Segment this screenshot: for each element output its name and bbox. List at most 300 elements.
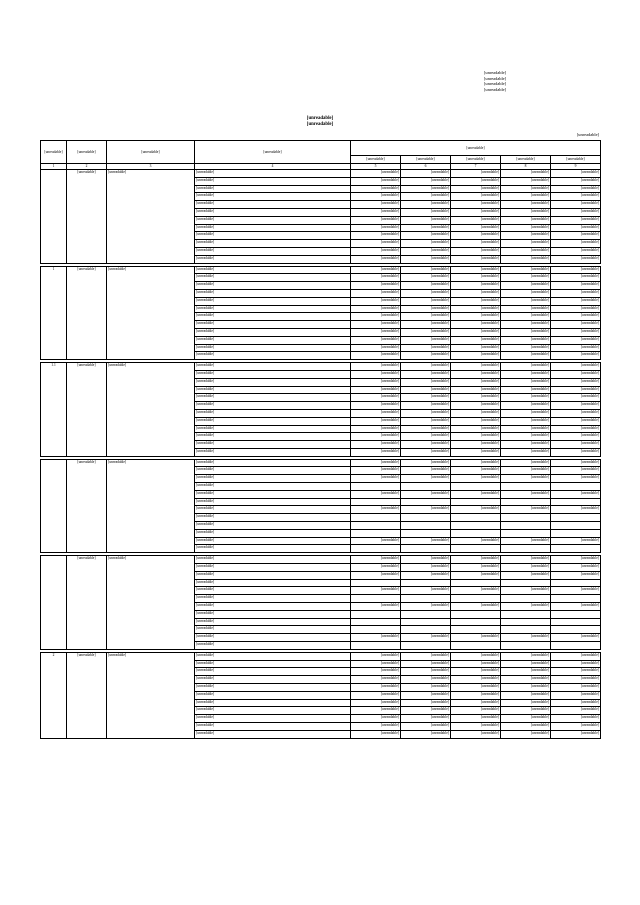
row-amount: [unreadable] [351, 556, 401, 564]
row-amount: [unreadable] [451, 208, 501, 216]
row-amount: [unreadable] [551, 409, 601, 417]
row-amount: [unreadable] [351, 668, 401, 676]
row-source: [unreadable] [195, 417, 351, 425]
row-amount [401, 514, 451, 522]
row-amount [401, 610, 451, 618]
row-amount [551, 595, 601, 603]
row-amount: [unreadable] [551, 684, 601, 692]
row-amount: [unreadable] [451, 386, 501, 394]
col-header-source: [unreadable] [195, 141, 351, 164]
col-header-year: [unreadable] [401, 156, 451, 164]
col-header-year: [unreadable] [451, 156, 501, 164]
row-source: [unreadable] [195, 514, 351, 522]
table-row [41, 556, 601, 564]
row-amount: [unreadable] [551, 467, 601, 475]
row-amount [501, 529, 551, 537]
row-amount: [unreadable] [551, 224, 601, 232]
row-amount: [unreadable] [551, 676, 601, 684]
row-amount: [unreadable] [551, 699, 601, 707]
row-amount: [unreadable] [451, 699, 501, 707]
row-amount: [unreadable] [551, 232, 601, 240]
row-amount: [unreadable] [501, 282, 551, 290]
row-amount: [unreadable] [401, 668, 451, 676]
document-title [40, 116, 600, 128]
row-amount: [unreadable] [551, 255, 601, 263]
row-amount [551, 498, 601, 506]
row-amount: [unreadable] [451, 660, 501, 668]
row-amount: [unreadable] [351, 603, 401, 611]
row-amount [451, 514, 501, 522]
row-amount: [unreadable] [501, 266, 551, 274]
row-amount: [unreadable] [501, 571, 551, 579]
row-amount: [unreadable] [351, 587, 401, 595]
row-amount: [unreadable] [501, 676, 551, 684]
row-amount: [unreadable] [501, 587, 551, 595]
row-amount: [unreadable] [501, 208, 551, 216]
row-amount [451, 626, 501, 634]
row-source: [unreadable] [195, 642, 351, 650]
row-amount: [unreadable] [551, 556, 601, 564]
row-amount: [unreadable] [551, 425, 601, 433]
row-amount: [unreadable] [551, 441, 601, 449]
row-amount: [unreadable] [351, 185, 401, 193]
row-amount: [unreadable] [501, 660, 551, 668]
row-source: [unreadable] [195, 282, 351, 290]
row-amount: [unreadable] [501, 707, 551, 715]
row-amount: [unreadable] [351, 425, 401, 433]
row-source: [unreadable] [195, 522, 351, 530]
row-amount: [unreadable] [551, 433, 601, 441]
row-source: [unreadable] [195, 660, 351, 668]
row-amount: [unreadable] [401, 652, 451, 660]
row-amount: [unreadable] [401, 715, 451, 723]
row-amount: [unreadable] [451, 282, 501, 290]
row-source: [unreadable] [195, 185, 351, 193]
row-amount [451, 618, 501, 626]
row-source: [unreadable] [195, 232, 351, 240]
row-name: [unreadable] [107, 652, 195, 738]
row-amount: [unreadable] [401, 676, 451, 684]
row-amount: [unreadable] [451, 297, 501, 305]
row-amount: [unreadable] [451, 352, 501, 360]
row-amount: [unreadable] [551, 247, 601, 255]
row-amount: [unreadable] [401, 699, 451, 707]
row-amount: [unreadable] [451, 691, 501, 699]
col-index: 6 [401, 164, 451, 170]
row-source: [unreadable] [195, 170, 351, 178]
row-amount: [unreadable] [351, 475, 401, 483]
row-amount: [unreadable] [551, 363, 601, 371]
row-amount: [unreadable] [401, 684, 451, 692]
row-amount: [unreadable] [401, 730, 451, 738]
row-amount [501, 618, 551, 626]
row-amount: [unreadable] [501, 433, 551, 441]
row-amount: [unreadable] [451, 255, 501, 263]
row-number [41, 170, 67, 264]
row-source: [unreadable] [195, 386, 351, 394]
row-source: [unreadable] [195, 506, 351, 514]
row-amount: [unreadable] [351, 224, 401, 232]
row-amount: [unreadable] [551, 730, 601, 738]
row-amount: [unreadable] [451, 722, 501, 730]
row-amount: [unreadable] [551, 208, 601, 216]
budget-table [40, 140, 601, 739]
row-amount: [unreadable] [551, 722, 601, 730]
row-amount: [unreadable] [401, 433, 451, 441]
row-amount [401, 529, 451, 537]
col-index: 4 [195, 164, 351, 170]
row-amount: [unreadable] [451, 652, 501, 660]
row-amount: [unreadable] [401, 571, 451, 579]
table-row [41, 363, 601, 371]
row-amount: [unreadable] [401, 409, 451, 417]
row-amount: [unreadable] [451, 232, 501, 240]
row-amount: [unreadable] [351, 467, 401, 475]
row-amount: [unreadable] [401, 289, 451, 297]
row-amount: [unreadable] [401, 587, 451, 595]
row-amount: [unreadable] [551, 490, 601, 498]
row-source: [unreadable] [195, 336, 351, 344]
row-amount: [unreadable] [501, 289, 551, 297]
row-amount: [unreadable] [551, 571, 601, 579]
row-amount: [unreadable] [451, 425, 501, 433]
table-row [41, 170, 601, 178]
col-header-name: [unreadable] [107, 141, 195, 164]
row-amount: [unreadable] [551, 313, 601, 321]
row-source: [unreadable] [195, 201, 351, 209]
row-amount: [unreadable] [451, 224, 501, 232]
row-amount: [unreadable] [501, 475, 551, 483]
row-amount: [unreadable] [551, 634, 601, 642]
row-amount [501, 522, 551, 530]
row-amount: [unreadable] [501, 224, 551, 232]
row-amount [351, 545, 401, 553]
row-amount: [unreadable] [351, 448, 401, 456]
row-amount: [unreadable] [351, 378, 401, 386]
row-source: [unreadable] [195, 545, 351, 553]
col-index: 3 [107, 164, 195, 170]
row-amount: [unreadable] [401, 490, 451, 498]
row-amount: [unreadable] [351, 170, 401, 178]
row-amount: [unreadable] [401, 185, 451, 193]
row-amount: [unreadable] [451, 668, 501, 676]
row-amount: [unreadable] [551, 266, 601, 274]
row-source: [unreadable] [195, 676, 351, 684]
row-amount: [unreadable] [351, 417, 401, 425]
row-amount: [unreadable] [501, 603, 551, 611]
row-amount: [unreadable] [451, 216, 501, 224]
row-amount: [unreadable] [551, 394, 601, 402]
row-source: [unreadable] [195, 715, 351, 723]
row-amount: [unreadable] [401, 722, 451, 730]
row-amount [401, 545, 451, 553]
row-source: [unreadable] [195, 274, 351, 282]
row-source: [unreadable] [195, 529, 351, 537]
row-amount: [unreadable] [401, 216, 451, 224]
row-amount [401, 618, 451, 626]
row-amount: [unreadable] [451, 201, 501, 209]
row-amount [451, 522, 501, 530]
row-amount: [unreadable] [401, 537, 451, 545]
row-amount: [unreadable] [551, 336, 601, 344]
row-amount: [unreadable] [351, 177, 401, 185]
row-amount [401, 642, 451, 650]
row-amount: [unreadable] [351, 459, 401, 467]
row-amount: [unreadable] [401, 336, 451, 344]
row-amount: [unreadable] [401, 467, 451, 475]
row-source: [unreadable] [195, 498, 351, 506]
row-amount: [unreadable] [351, 564, 401, 572]
row-amount: [unreadable] [451, 336, 501, 344]
row-source: [unreadable] [195, 289, 351, 297]
row-amount: [unreadable] [451, 707, 501, 715]
row-name: [unreadable] [107, 266, 195, 360]
row-amount: [unreadable] [501, 321, 551, 329]
row-source: [unreadable] [195, 490, 351, 498]
row-amount: [unreadable] [351, 232, 401, 240]
row-amount: [unreadable] [551, 668, 601, 676]
appendix-line: [unreadable] [483, 70, 507, 75]
row-amount [401, 522, 451, 530]
row-amount: [unreadable] [401, 208, 451, 216]
row-amount: [unreadable] [551, 386, 601, 394]
row-amount: [unreadable] [351, 344, 401, 352]
row-amount [351, 610, 401, 618]
row-status: [unreadable] [67, 170, 107, 264]
row-source: [unreadable] [195, 370, 351, 378]
title-line: [unreadable] [306, 122, 334, 127]
row-source: [unreadable] [195, 313, 351, 321]
row-amount: [unreadable] [401, 232, 451, 240]
row-status: [unreadable] [67, 556, 107, 650]
row-amount: [unreadable] [451, 185, 501, 193]
row-amount [551, 579, 601, 587]
col-header-year: [unreadable] [351, 156, 401, 164]
row-amount: [unreadable] [401, 634, 451, 642]
row-source: [unreadable] [195, 556, 351, 564]
row-source: [unreadable] [195, 722, 351, 730]
col-header-year: [unreadable] [551, 156, 601, 164]
row-amount: [unreadable] [351, 201, 401, 209]
row-source: [unreadable] [195, 177, 351, 185]
row-amount: [unreadable] [551, 660, 601, 668]
row-source: [unreadable] [195, 240, 351, 248]
row-amount: [unreadable] [351, 715, 401, 723]
row-amount: [unreadable] [451, 467, 501, 475]
row-amount [351, 579, 401, 587]
row-amount: [unreadable] [401, 506, 451, 514]
row-amount: [unreadable] [501, 247, 551, 255]
row-amount: [unreadable] [451, 193, 501, 201]
row-amount: [unreadable] [551, 707, 601, 715]
row-amount: [unreadable] [401, 459, 451, 467]
row-amount: [unreadable] [451, 564, 501, 572]
row-amount: [unreadable] [501, 216, 551, 224]
row-amount: [unreadable] [551, 564, 601, 572]
row-amount: [unreadable] [551, 289, 601, 297]
row-amount: [unreadable] [451, 240, 501, 248]
row-amount: [unreadable] [551, 352, 601, 360]
row-amount: [unreadable] [351, 394, 401, 402]
row-amount: [unreadable] [501, 564, 551, 572]
row-amount: [unreadable] [451, 370, 501, 378]
row-amount: [unreadable] [401, 328, 451, 336]
row-amount: [unreadable] [501, 691, 551, 699]
row-source: [unreadable] [195, 579, 351, 587]
row-amount: [unreadable] [351, 402, 401, 410]
row-amount: [unreadable] [501, 363, 551, 371]
row-amount: [unreadable] [451, 274, 501, 282]
row-source: [unreadable] [195, 216, 351, 224]
row-name: [unreadable] [107, 459, 195, 553]
row-source: [unreadable] [195, 699, 351, 707]
appendix-line: [unreadable] [483, 81, 507, 87]
row-amount: [unreadable] [351, 274, 401, 282]
row-amount [551, 642, 601, 650]
row-amount: [unreadable] [501, 537, 551, 545]
row-amount [351, 595, 401, 603]
row-amount: [unreadable] [451, 571, 501, 579]
row-amount: [unreadable] [401, 344, 451, 352]
row-source: [unreadable] [195, 193, 351, 201]
row-amount: [unreadable] [501, 255, 551, 263]
appendix-line: [unreadable] [483, 86, 507, 92]
row-amount [401, 595, 451, 603]
row-amount: [unreadable] [401, 247, 451, 255]
row-amount: [unreadable] [501, 425, 551, 433]
row-amount: [unreadable] [401, 691, 451, 699]
row-amount: [unreadable] [451, 603, 501, 611]
row-source: [unreadable] [195, 730, 351, 738]
row-source: [unreadable] [195, 321, 351, 329]
row-source: [unreadable] [195, 394, 351, 402]
row-number [41, 556, 67, 650]
row-amount: [unreadable] [401, 707, 451, 715]
row-amount [451, 642, 501, 650]
row-amount: [unreadable] [551, 459, 601, 467]
row-amount: [unreadable] [401, 475, 451, 483]
row-amount: [unreadable] [501, 297, 551, 305]
col-index: 1 [41, 164, 67, 170]
row-amount: [unreadable] [401, 370, 451, 378]
row-amount: [unreadable] [551, 344, 601, 352]
row-amount [501, 498, 551, 506]
row-amount: [unreadable] [451, 313, 501, 321]
row-amount: [unreadable] [501, 715, 551, 723]
row-amount: [unreadable] [351, 216, 401, 224]
row-amount: [unreadable] [401, 282, 451, 290]
row-amount [451, 545, 501, 553]
row-amount: [unreadable] [501, 467, 551, 475]
row-amount: [unreadable] [451, 684, 501, 692]
row-amount [551, 618, 601, 626]
row-amount: [unreadable] [351, 208, 401, 216]
row-amount: [unreadable] [451, 475, 501, 483]
row-source: [unreadable] [195, 587, 351, 595]
row-status: [unreadable] [67, 652, 107, 738]
row-amount [551, 610, 601, 618]
row-amount: [unreadable] [551, 370, 601, 378]
row-source: [unreadable] [195, 441, 351, 449]
row-amount: [unreadable] [401, 386, 451, 394]
row-amount [551, 545, 601, 553]
row-amount: [unreadable] [551, 378, 601, 386]
row-amount: [unreadable] [551, 201, 601, 209]
row-source: [unreadable] [195, 603, 351, 611]
row-status: [unreadable] [67, 459, 107, 553]
row-source: [unreadable] [195, 459, 351, 467]
row-source: [unreadable] [195, 352, 351, 360]
row-amount: [unreadable] [401, 402, 451, 410]
row-amount: [unreadable] [501, 417, 551, 425]
table-row [41, 266, 601, 274]
row-amount: [unreadable] [501, 684, 551, 692]
row-amount: [unreadable] [351, 240, 401, 248]
row-amount: [unreadable] [351, 321, 401, 329]
row-source: [unreadable] [195, 691, 351, 699]
row-amount: [unreadable] [501, 506, 551, 514]
row-amount: [unreadable] [501, 328, 551, 336]
row-amount: [unreadable] [351, 490, 401, 498]
row-amount [501, 610, 551, 618]
row-amount: [unreadable] [451, 448, 501, 456]
row-amount: [unreadable] [551, 185, 601, 193]
row-amount: [unreadable] [401, 660, 451, 668]
row-amount: [unreadable] [501, 177, 551, 185]
row-number: 1 [41, 266, 67, 360]
row-amount [401, 498, 451, 506]
row-amount: [unreadable] [451, 715, 501, 723]
row-amount: [unreadable] [501, 170, 551, 178]
row-amount [351, 618, 401, 626]
row-amount: [unreadable] [451, 344, 501, 352]
row-amount [501, 514, 551, 522]
row-amount: [unreadable] [501, 201, 551, 209]
row-amount: [unreadable] [501, 232, 551, 240]
row-source: [unreadable] [195, 425, 351, 433]
row-amount: [unreadable] [451, 394, 501, 402]
col-index: 8 [501, 164, 551, 170]
row-amount: [unreadable] [351, 247, 401, 255]
row-number: 2 [41, 652, 67, 738]
row-source: [unreadable] [195, 684, 351, 692]
row-amount: [unreadable] [551, 216, 601, 224]
row-amount: [unreadable] [351, 305, 401, 313]
row-amount [501, 626, 551, 634]
row-amount: [unreadable] [351, 386, 401, 394]
row-source: [unreadable] [195, 433, 351, 441]
row-amount: [unreadable] [351, 699, 401, 707]
row-amount [401, 483, 451, 491]
row-amount: [unreadable] [401, 321, 451, 329]
row-amount: [unreadable] [501, 402, 551, 410]
row-source: [unreadable] [195, 378, 351, 386]
row-amount: [unreadable] [451, 266, 501, 274]
row-amount: [unreadable] [401, 274, 451, 282]
row-source: [unreadable] [195, 707, 351, 715]
row-amount: [unreadable] [351, 193, 401, 201]
row-amount: [unreadable] [451, 634, 501, 642]
budget-table-body [41, 170, 601, 739]
row-amount [451, 498, 501, 506]
row-source: [unreadable] [195, 448, 351, 456]
row-amount: [unreadable] [451, 402, 501, 410]
row-amount: [unreadable] [451, 730, 501, 738]
row-amount: [unreadable] [451, 363, 501, 371]
row-amount: [unreadable] [401, 352, 451, 360]
row-amount: [unreadable] [501, 699, 551, 707]
row-amount: [unreadable] [401, 378, 451, 386]
